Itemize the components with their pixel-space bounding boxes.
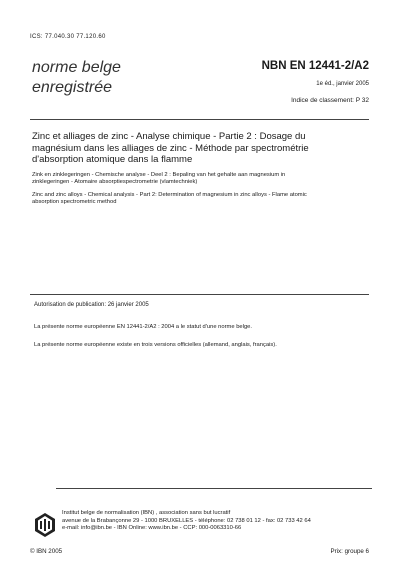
- footer-line: Institut belge de normalisation (IBN) , association sans but lucratif: [62, 510, 231, 516]
- publication-authorization: Autorisation de publication: 26 janvier 2005: [34, 302, 149, 308]
- footer-rule: [56, 488, 372, 489]
- price-group: Prix: groupe 6: [330, 548, 369, 555]
- classification-index: Indice de classement: P 32: [291, 97, 369, 104]
- standard-id: NBN EN 12441-2/A2: [261, 60, 369, 72]
- official-versions-statement: La présente norme européenne existe en trois versions officielles (allemand, anglais, français).: [34, 342, 277, 348]
- ibn-logo: [35, 513, 55, 537]
- copyright: © IBN 2005: [30, 548, 63, 555]
- footer-line: e-mail: info@ibn.be - IBN Online: www.ibn.be - CCP: 000-0063310-66: [62, 525, 242, 531]
- title-nl-line: zinklegeringen - Atomaire absorptiespectrometrie (vlamtechniek): [32, 179, 198, 186]
- title-fr-line: Zinc et alliages de zinc - Analyse chimique - Partie 2 : Dosage du: [32, 131, 306, 142]
- ibn-logo-icon: [35, 513, 55, 537]
- footer-line: avenue de la Brabançonne 29 - 1000 BRUXELLES - téléphone: 02 738 01 12 - fax: 02 733 42 64: [62, 517, 311, 524]
- title-en-line: absorption spectrometric method: [32, 199, 117, 206]
- title-fr-line: magnésium dans les alliages de zinc - Méthode par spectrométrie: [32, 142, 309, 154]
- title-top-rule: [30, 119, 369, 120]
- title-english: [32, 192, 362, 206]
- title-dutch: [32, 172, 362, 186]
- body-top-rule: [30, 294, 369, 295]
- publisher-line-1: norme belge: [32, 59, 121, 76]
- publisher-line-2: enregistrée: [32, 79, 113, 96]
- belgian-status-statement: La présente norme européenne EN 12441-2/A2 : 2004 a le statut d'une norme belge.: [34, 324, 252, 330]
- ics-codes: ICS: 77.040.30 77.120.60: [30, 34, 106, 40]
- edition-date: 1e éd., janvier 2005: [316, 81, 369, 87]
- title-en-line: Zinc and zinc alloys - Chemical analysis - Part 2: Determination of magnesium in zinc alloys - Flame atomic: [32, 192, 307, 198]
- title-french: [32, 131, 352, 166]
- title-fr-line: d'absorption atomique dans la flamme: [32, 154, 193, 165]
- title-nl-line: Zink en zinklegeringen - Chemische analyse - Deel 2 : Bepaling van het gehalte aan magnesium in: [32, 172, 286, 178]
- publisher-mark: [32, 58, 121, 98]
- publisher-address: [62, 510, 372, 533]
